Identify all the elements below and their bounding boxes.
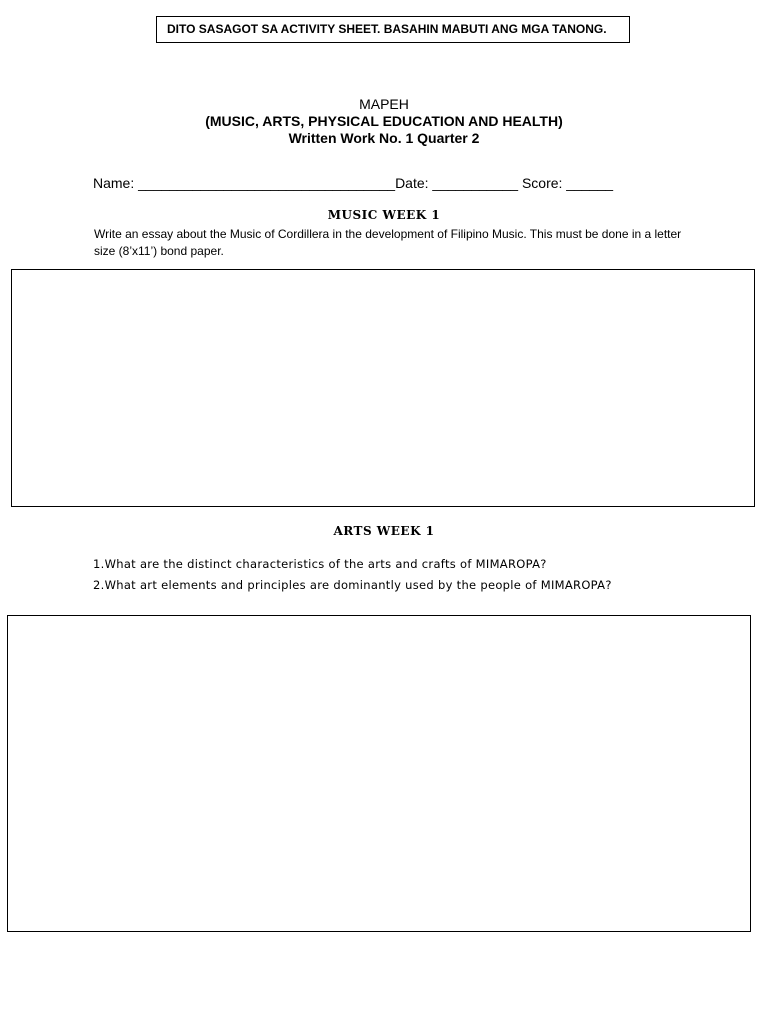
music-section-title: MUSIC WEEK 1 [327, 208, 441, 222]
arts-question-1: 1.What are the distinct characteristics of the arts and crafts of MIMAROPA? [93, 557, 547, 571]
arts-answer-box[interactable] [7, 615, 751, 932]
subject-subtitle: (MUSIC, ARTS, PHYSICAL EDUCATION AND HEALTH) [205, 113, 563, 129]
arts-question-2: 2.What art elements and principles are dominantly used by the people of MIMAROPA? [93, 578, 612, 592]
written-work-title: Written Work No. 1 Quarter 2 [288, 130, 480, 146]
worksheet-header [0, 96, 768, 147]
name-date-score-line: Name: _________________________________Date: ___________ Score: ______ [93, 175, 614, 191]
music-instruction: Write an essay about the Music of Cordillera in the development of Filipino Music. This must be done in a letter size (8’x11’) bond paper. [94, 227, 682, 258]
notice-box: DITO SASAGOT SA ACTIVITY SHEET. BASAHIN MABUTI ANG MGA TANONG. [156, 16, 630, 43]
subject-title: MAPEH [359, 96, 409, 112]
music-answer-box[interactable] [11, 269, 755, 507]
arts-section-title: ARTS WEEK 1 [333, 524, 435, 538]
